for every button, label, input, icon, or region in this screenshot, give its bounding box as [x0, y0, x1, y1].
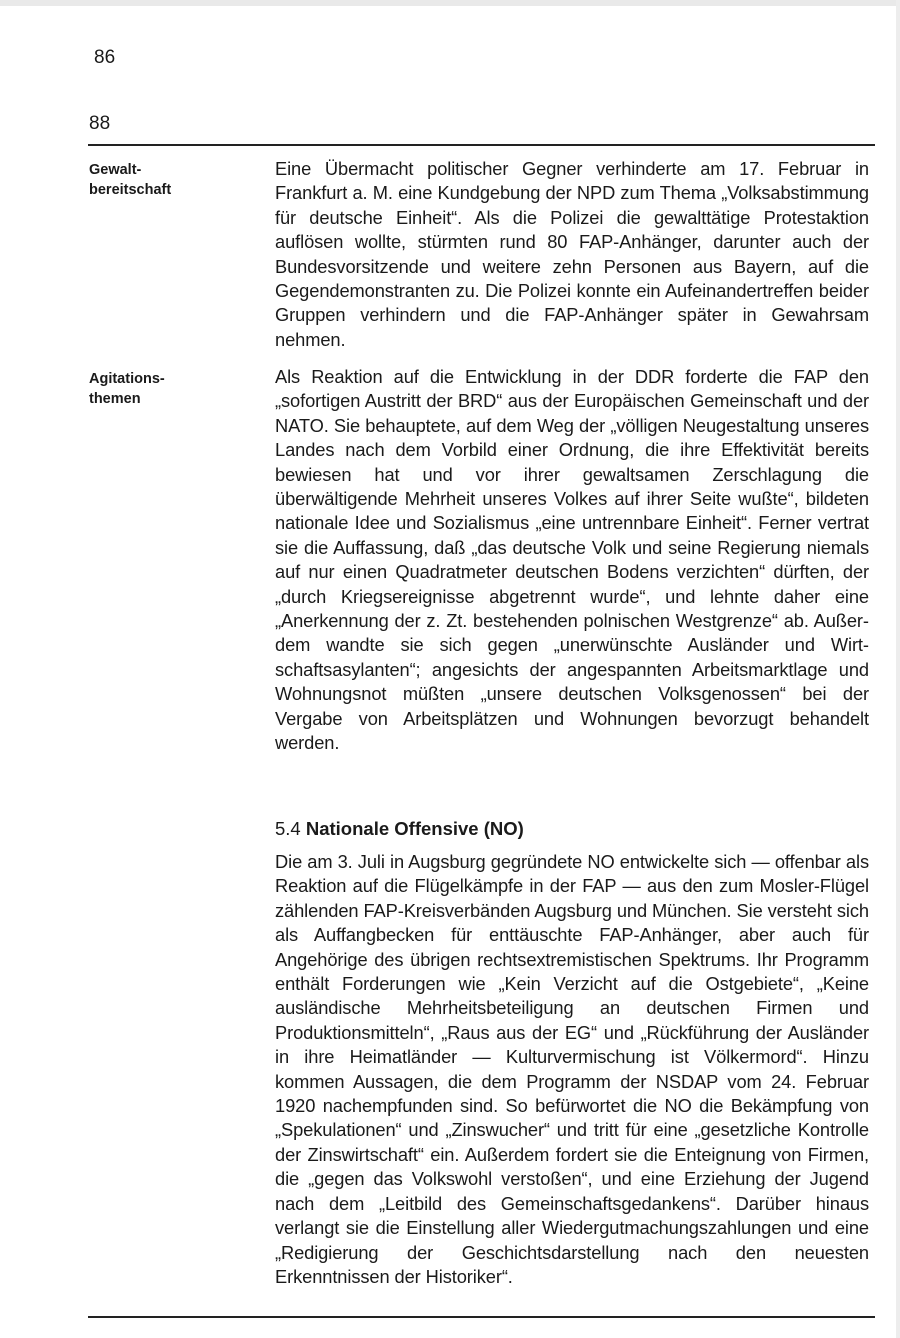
- margin-note-agitationsthemen: Agitations- themen: [89, 371, 165, 407]
- scan-page-number: 86: [94, 47, 116, 68]
- margin-note-gewaltbereitschaft: Gewalt- bereitschaft: [89, 162, 172, 198]
- section-number: 5.4: [275, 818, 301, 839]
- top-rule: [88, 144, 875, 146]
- paragraph-gewalt: Eine Übermacht politischer Gegner verhinderte am 17. Februar in Frankfurt a. M. eine Kundgebung der NPD zum Thema „Volksabstimmung für deutsche Einheit“. Als die Polizei die gewalttätige Protestaktion auflösen wollte, stürmten rund 80 FAP-Anhänger, darunter auch der Bundesvorsitzende und weitere zehn Personen aus Bayern, auf die Gegendemonstranten zu. Die Polizei konnte ein Aufeinandertreffen beider Gruppen verhindern und die FAP-Anhänger später in Gewahrsam nehmen.: [275, 158, 869, 350]
- document-page-number: 88: [89, 113, 111, 134]
- bottom-rule: [88, 1316, 875, 1318]
- section-title: Nationale Offensive (NO): [305, 818, 524, 839]
- scan-right-edge: [896, 0, 900, 1338]
- paragraph-agitation: Als Reaktion auf die Entwicklung in der DDR forderte die FAP den „sofortigen Austritt der BRD“ aus der Europäischen Gemeinschaft und der NATO. Sie behauptete, auf dem Weg der „völligen Neugestaltung unseres Landes nach dem Vorbild einer Ordnung, die ihre Effektivität bereits bewiesen hat und vor ihrer gewaltsamen Zerschlagung die überwältigende Mehrheit unseres Volkes auf ihrer Seite wußte“, bildeten nationale Idee und Sozialismus „eine untrennbare Einheit“. Ferner vertrat sie die Auffassung, daß „das deutsche Volk und seine Regierung niemals auf nur einen Quadratmeter deutschen Bodens verzichten“ dürften, der „durch Kriegsereignisse abgetrennt wurde“, und lehnte daher eine „Anerkennung der z. Zt. bestehenden polnischen Westgrenze“ ab. Außerdem wandte sie sich gegen „unerwünschte Ausländer und Wirtschaftsasylanten“; angesichts der angespannten Arbeitsmarktlage und Wohnungsnot müßten „unsere deutschen Volksgenossen“ bei der Vergabe von Arbeitsplätzen und Wohnungen bevorzugt behandelt werden.: [275, 366, 869, 754]
- paragraph-nationale-offensive: Die am 3. Juli in Augsburg gegründete NO entwickelte sich — offenbar als Reaktion auf die Flügelkämpfe in der FAP — aus den zum Mosler-Flügel zählenden FAP-Kreisverbänden Augsburg und München. Sie versteht sich als Auffangbecken für enttäuschte FAP-Anhänger, aber auch für Angehörige des übrigen rechtsextremistischen Spektrums. Ihr Programm enthält Forderungen wie „Kein Verzicht auf die Ostgebiete“, „Keine ausländische Mehrheitsbeteiligung an deutschen Firmen und Produktionsmitteln“, „Raus aus der EG“ und „Rückführung der Ausländer in ihre Heimatländer — Kulturvermischung ist Völkermord“. Hinzu kommen Aussagen, die dem Programm der NSDAP vom 24. Februar 1920 nachempfunden sind. So befürwortet die NO die Bekämpfung von „Spekulationen“ und „Zinswucher“ und tritt für eine „gesetzliche Kontrolle der Zinswirtschaft“ ein. Außerdem fordert sie die Enteignung von Firmen, die „gegen das Volkswohl verstoßen“, und eine Erziehung der Jugend nach dem „Leitbild des Gemeinschaftsgedankens“. Darüber hinaus verlangt sie die Einstellung aller Wiedergutmachungszahlungen und eine „Redigierung der Geschichtsdarstellung nach den neuesten Erkenntnissen der Historiker“.: [275, 851, 869, 1287]
- section-heading: [275, 818, 524, 840]
- scan-top-edge: [0, 0, 900, 6]
